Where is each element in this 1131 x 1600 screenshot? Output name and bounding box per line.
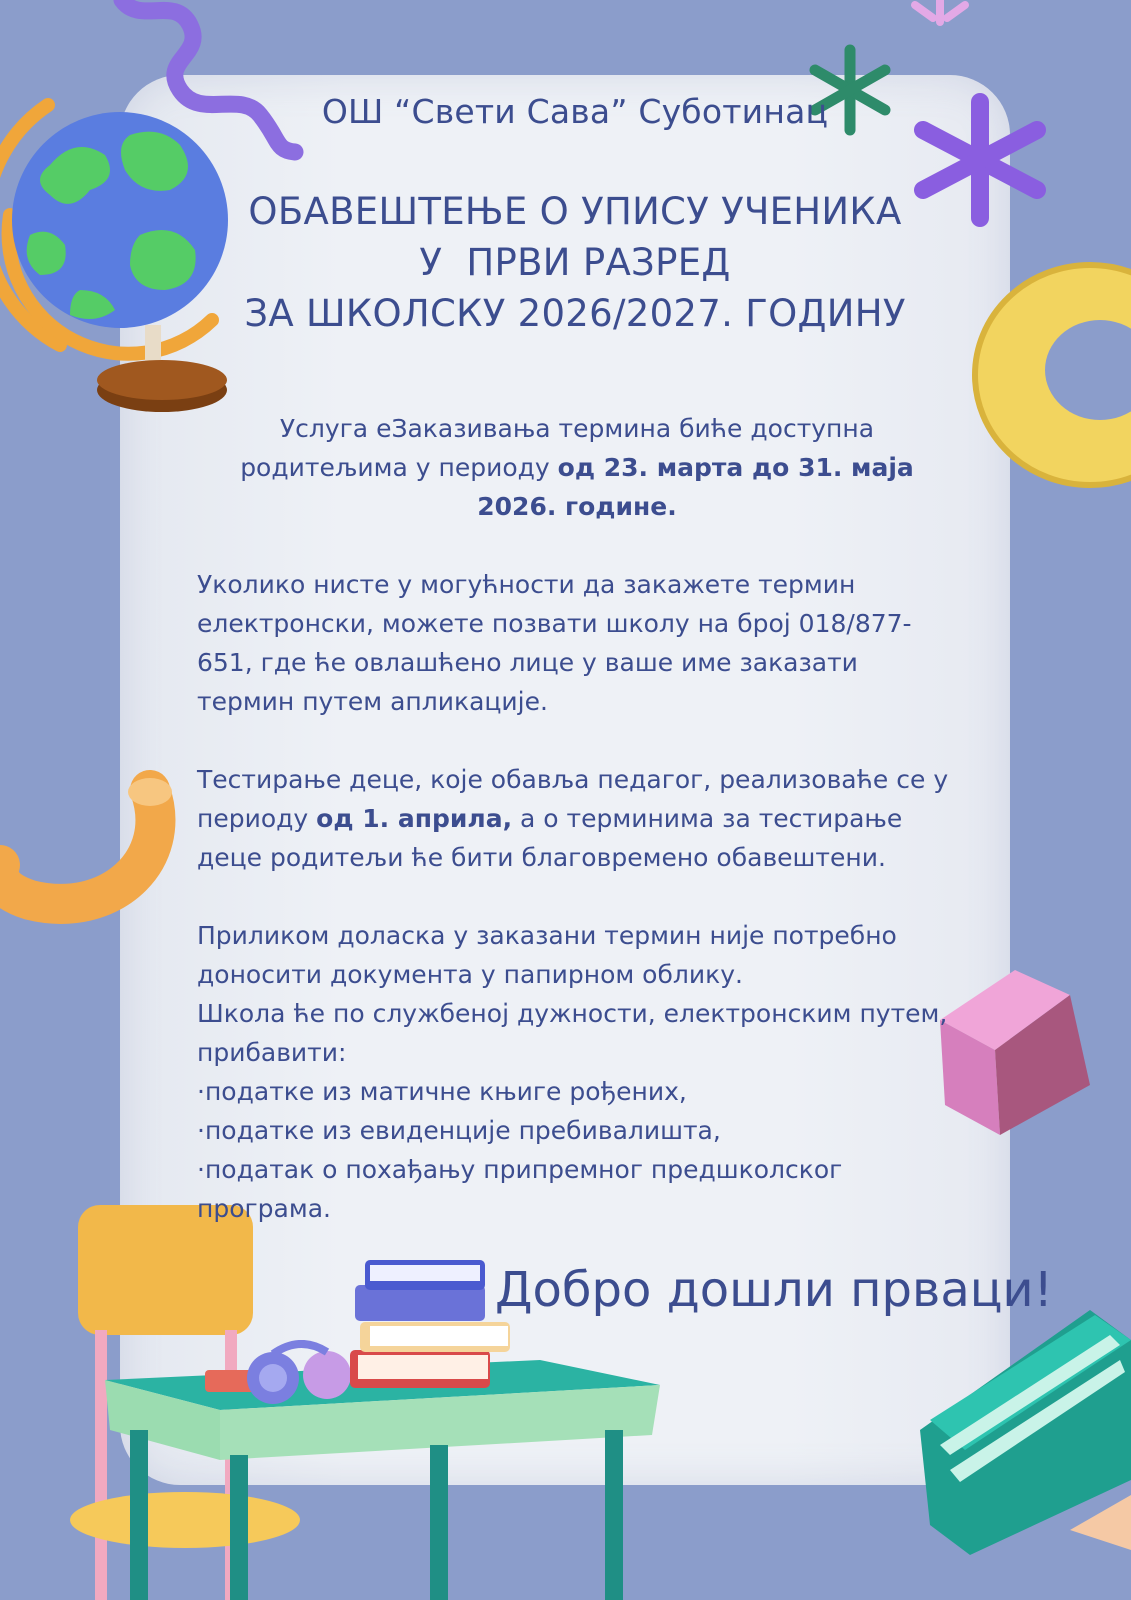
book-icon bbox=[920, 1310, 1131, 1560]
page-title bbox=[195, 186, 955, 339]
intro-dates: од 23. марта до 31. маја 2026. године. bbox=[477, 453, 914, 521]
title-line: ОБАВЕШТЕЊЕ О УПИСУ УЧЕНИКА bbox=[248, 190, 902, 233]
documents-paragraph bbox=[197, 916, 957, 1228]
testing-date: од 1. априла, bbox=[316, 804, 513, 833]
testing-text: Тестирање деце, које обавља педагог, реализоваће се у периоду bbox=[197, 765, 949, 833]
macaroni-icon bbox=[0, 770, 180, 930]
intro-text: Услуга еЗаказивања термина биће доступна родитељима у периоду bbox=[240, 414, 875, 482]
list-item: ·податке из матичне књиге рођених, bbox=[197, 1077, 687, 1106]
title-line: ЗА ШКОЛСКУ 2026/2027. ГОДИНУ bbox=[244, 292, 906, 335]
headphones-icon bbox=[205, 1340, 355, 1410]
list-item: ·податак о похађању припремног предшколског програма. bbox=[197, 1155, 843, 1223]
list-item: ·податке из евиденције пребивалишта, bbox=[197, 1116, 721, 1145]
testing-text-end: а о терминима за тестирање деце родитељи ће бити благовремено обавештени. bbox=[197, 804, 903, 872]
phone-paragraph: Уколико нисте у могућности да закажете термин електронски, можете позвати школу на број 018/877-651, где ће овлашћено лице у ваше име заказати термин путем апликације. bbox=[197, 570, 912, 716]
documents-intro: Приликом доласка у заказани термин није потребно доносити документа у папирном облику. bbox=[197, 921, 897, 989]
notice-body bbox=[197, 409, 957, 1228]
intro-paragraph bbox=[197, 409, 957, 526]
flower-icon bbox=[905, 0, 975, 35]
welcome-text: Добро дошли прваци! bbox=[495, 1262, 1053, 1318]
school-name: ОШ “Свети Сава” Суботинац bbox=[321, 92, 829, 131]
testing-paragraph bbox=[197, 760, 957, 877]
documents-school: Школа ће по службеној дужности, електронским путем, прибавити: bbox=[197, 999, 948, 1067]
ring-icon bbox=[970, 260, 1131, 490]
title-line: У ПРВИ РАЗРЕД bbox=[419, 241, 731, 284]
